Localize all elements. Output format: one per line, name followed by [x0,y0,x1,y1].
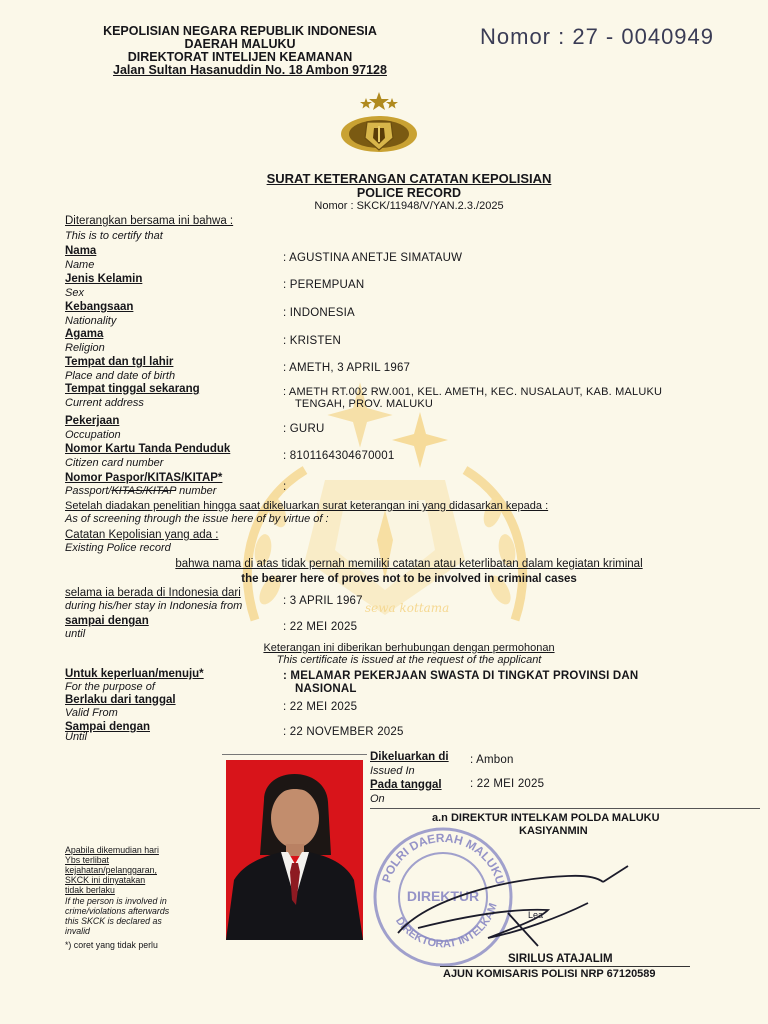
field-name-label: Nama [65,245,97,257]
field-birth-label: Tempat dan tgl lahir [65,356,174,368]
intro-english: This is to certify that [65,230,163,242]
stay-english: during his/her stay in Indonesia from [65,600,243,612]
intro-label: Diterangkan bersama ini bahwa : [65,215,234,227]
field-sex-english: Sex [65,287,84,299]
stay-until-label: sampai dengan [65,615,149,627]
field-religion-value: : KRISTEN [283,335,342,347]
stay-label: selama ia berada di Indonesia dari [65,587,241,599]
field-occupation-value: : GURU [283,423,325,435]
field-birth-value: : AMETH, 3 APRIL 1967 [283,362,411,374]
field-occupation-english: Occupation [65,429,121,441]
document-number: Nomor : SKCK/11948/V/YAN.2.3./2025 [314,200,504,212]
field-religion-english: Religion [65,342,105,354]
field-occupation-label: Pekerjaan [65,415,120,427]
header-directorate: DIREKTORAT INTELIJEN KEAMANAN [127,50,353,64]
field-nationality-value: : INDONESIA [283,307,355,319]
field-religion-label: Agama [65,328,104,340]
note-indonesian: Apabila dikemudian hari Ybs terlibat kejahatan/pelanggaran, SKCK ini dinyatakan tidak berlaku [65,845,159,895]
divider [222,754,367,755]
handwritten-signature [388,858,638,948]
field-address-label: Tempat tinggal sekarang [65,383,200,395]
stay-until-english: until [65,628,86,640]
header-agency: KEPOLISIAN NEGARA REPUBLIK INDONESIA [103,24,377,38]
field-nationality-english: Nationality [65,315,117,327]
issued-in-label: Dikeluarkan di [370,751,449,763]
note-english: If the person is involved in crime/violations afterwards this SKCK is declared as invalid [65,896,170,936]
field-id-card-label: Nomor Kartu Tanda Penduduk [65,443,231,455]
field-name-english: Name [65,259,95,271]
valid-until-english: Until [65,731,88,743]
valid-from-value: : 22 MEI 2025 [283,701,358,713]
record-label: Catatan Kepolisian yang ada : [65,529,219,541]
signatory-unit: KASIYANMIN [519,825,588,837]
field-address-value: : AMETH RT.002 RW.001, KEL. AMETH, KEC. NUSALAUT, KAB. MALUKU [283,386,663,398]
valid-until-label: Sampai dengan [65,721,150,733]
applicant-photo [226,760,363,940]
issued-in-english: Issued In [370,765,415,777]
stay-until-value: : 22 MEI 2025 [283,621,358,633]
svg-text:POLRI DAERAH MALUKU: POLRI DAERAH MALUKU [379,830,508,887]
screening-english: As of screening through the issue here of by virtue of : [65,513,329,525]
issued-in-value: : Ambon [470,754,514,766]
statement-indonesian: bahwa nama di atas tidak pernah memiliki catatan atau keterlibatan dalam kegiatan kriminal [175,558,643,570]
issued-on-label: Pada tanggal [370,779,442,791]
field-sex-value: : PEREMPUAN [283,279,365,291]
document-title: SURAT KETERANGAN CATATAN KEPOLISIAN [266,171,552,186]
serial-number: Nomor : 27 - 0040949 [480,24,715,49]
purpose-value: : MELAMAR PEKERJAAN SWASTA DI TINGKAT PROVINSI DAN [283,670,639,682]
signatory-rank: AJUN KOMISARIS POLISI NRP 67120589 [443,968,656,980]
field-id-card-english: Citizen card number [65,457,164,469]
field-passport-english: Passport/KITAS/KITAP number [65,485,217,497]
field-birth-english: Place and date of birth [65,370,176,382]
watermark-emblem [215,440,555,640]
header-region: DAERAH MALUKU [184,37,296,51]
stamp-center-text: DIREKTUR [406,888,480,904]
document-title-english: POLICE RECORD [356,186,462,200]
signatory-office: a.n DIREKTUR INTELKAM POLDA MALUKU [432,812,660,824]
valid-from-label: Berlaku dari tanggal [65,694,176,706]
watermark-star-icon [390,410,450,470]
police-emblem-icon [336,90,422,156]
purpose-value-line2: NASIONAL [295,683,357,695]
divider [440,966,690,967]
header-address: Jalan Sultan Hasanuddin No. 18 Ambon 97128 [113,63,387,77]
field-address-value-line2: TENGAH, PROV. MALUKU [295,398,434,410]
purpose-label: Untuk keperluan/menuju* [65,668,204,680]
statement-english: the bearer here of proves not to be involved in criminal cases [241,573,577,585]
footnote: *) coret yang tidak perlu [65,940,158,950]
svg-text:DIREKTORAT INTELKAM: DIREKTORAT INTELKAM [392,901,500,951]
field-id-card-value: : 8101164304670001 [283,450,395,462]
field-address-english: Current address [65,397,144,409]
valid-until-value: : 22 NOVEMBER 2025 [283,726,404,738]
field-sex-label: Jenis Kelamin [65,273,143,285]
field-passport-value: : [283,481,287,493]
watermark-text: sewa kottama [365,601,450,615]
divider [370,808,760,809]
issued-on-english: On [370,793,385,805]
request-indonesian: Keterangan ini diberikan berhubungan dengan permohonan [263,642,555,654]
field-passport-label: Nomor Paspor/KITAS/KITAP* [65,472,223,484]
signatory-name: SIRILUS ATAJALIM [508,953,613,965]
valid-from-english: Valid From [65,707,118,719]
screening-label: Setelah diadakan penelitian hingga saat dikeluarkan surat keterangan ini yang didasarkan kepada : [65,500,549,512]
field-name-value: : AGUSTINA ANETJE SIMATAUW [283,252,463,264]
request-english: This certificate is issued at the request of the applicant [276,654,542,666]
stay-from-value: : 3 APRIL 1967 [283,595,363,607]
issued-on-value: : 22 MEI 2025 [470,778,545,790]
svg-text:Lea: Lea [528,910,544,920]
purpose-english: For the purpose of [65,681,155,693]
field-nationality-label: Kebangsaan [65,301,134,313]
record-english: Existing Police record [65,542,171,554]
